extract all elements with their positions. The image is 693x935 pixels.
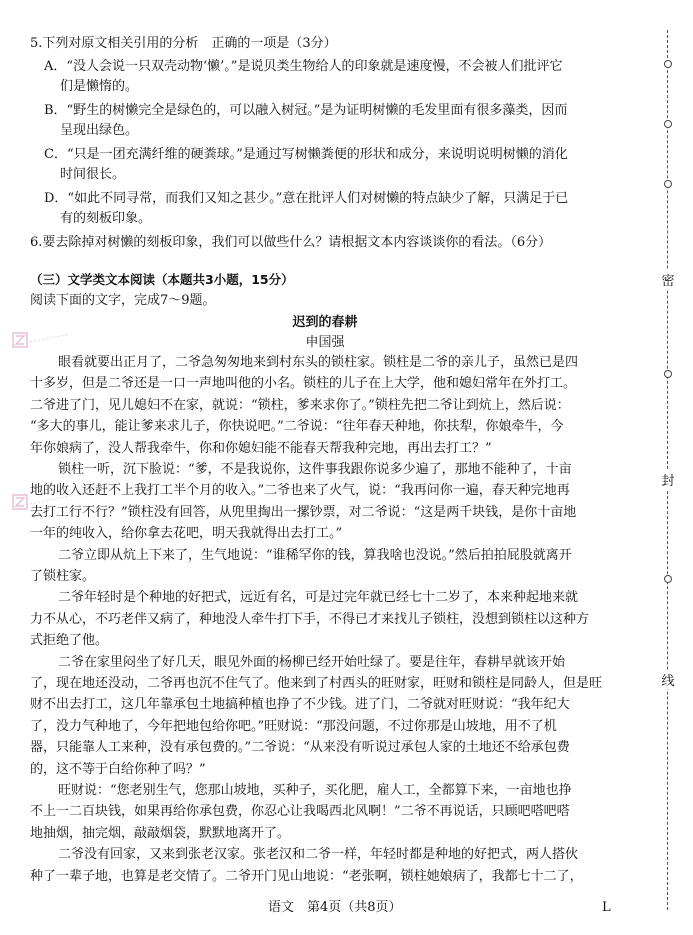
- q5-option-b: B．“野生的树懒完全是绿色的，可以融入树冠。”是为证明树懒的毛发里面有很多藻类，因而: [44, 103, 568, 118]
- q5-option-d-cont: 有的刻板印象。: [60, 211, 152, 226]
- seal-circle-icon: [664, 60, 672, 68]
- seal-circle-icon: [664, 370, 672, 378]
- section-instruction: 阅读下面的文字，完成7～9题。: [30, 293, 216, 308]
- q5-option-b-cont: 呈现出绿色。: [60, 123, 139, 138]
- seal-line-band: [648, 30, 688, 910]
- passage-line: 的，这不等于白给你种了吗？”: [30, 761, 206, 777]
- seal-circle-icon: [664, 180, 672, 188]
- passage-line: 器，只能靠人工来种，没有承包费的。”二爷说：“从来没有听说过承包人家的土地还不给承包费: [30, 740, 570, 756]
- seal-circle-icon: [664, 575, 672, 583]
- passage-line: 种了一辈子地，也算是老交情了。二爷开门见山地说：“老张啊，锁柱她娘病了，我都七十二了，: [30, 868, 583, 884]
- passage-line: 年你娘病了，没人帮我牵牛，你和你媳妇能不能春天帮我种完地，再出去打工？”: [30, 440, 492, 456]
- q5-option-a: A．“没人会说一只双壳动物‘懒’。”是说贝类生物给人的印象就是速度慢，不会被人们批评它: [44, 59, 563, 74]
- passage-line: 二爷在家里闷坐了好几天，眼见外面的杨柳已经开始吐绿了。要是往年，春耕早就该开始: [58, 654, 566, 670]
- passage-line: 眼看就要出正月了，二爷急匆匆地来到村东头的锁柱家。锁柱是二爷的亲儿子，虽然已是四: [58, 355, 579, 370]
- passage-line: 了锁柱家。: [30, 569, 96, 584]
- seal-char-mi: 密: [658, 270, 678, 289]
- q5-option-d: D．“如此不同寻常，而我们又知之甚少。”意在批评人们对树懒的特点缺少了解，只满足于已: [44, 191, 569, 206]
- watermark-logo-icon: [12, 492, 72, 514]
- passage-line: 锁柱一听，沉下脸说：“爹，不是我说你，这件事我跟你说多少遍了，那地不能种了，十亩: [58, 462, 572, 477]
- q6-stem: 6.要去除掉对树懒的刻板印象，我们可以做些什么？请根据文本内容谈谈你的看法。（6分）: [30, 235, 552, 250]
- passage-author: 申国强: [305, 335, 345, 350]
- passage-line: 了，没力气种地了，今年把地包给你吧。”旺财说：“那没问题，不过你那是山坡地，用不了机: [30, 718, 557, 734]
- passage-line: 财不出去打工，这几年靠承包土地搞种植也挣了不少钱。进了门，二爷就对旺财说：“我年纪大: [30, 697, 570, 713]
- passage-line: 力不从心，不巧老伴又病了，种地没人牵牛打下手，不得已才来找儿子锁柱，没想到锁柱以这种方: [30, 611, 590, 627]
- watermark-logo-icon: [12, 330, 72, 352]
- footer-version-mark: L: [602, 900, 611, 915]
- passage-line: 旺财说：“您老别生气，您那山坡地，买种子，买化肥，雇人工，全都算下来，一亩地也挣: [58, 783, 572, 798]
- section-heading: （三）文学类文本阅读（本题共3小题，15分）: [30, 272, 294, 287]
- passage-line: 二爷年轻时是个种地的好把式，远近有名，可是过完年就已经七十二岁了，本来种起地来就: [58, 590, 579, 606]
- passage-line: 二爷立即从炕上下来了，生气地说：“谁稀罕你的钱，算我啥也没说。”然后拍拍屁股就离开: [58, 547, 572, 563]
- q5-stem: 5.下列对原文相关引用的分析 正确的一项是（3分）: [30, 36, 337, 51]
- exam-page: [30, 30, 620, 915]
- passage-line: 了，现在地还没动，二爷再也沉不住气了。他来到了村西头的旺财家，旺财和锁柱是同龄人，但是旺: [30, 676, 603, 691]
- passage-line: “多大的事儿，能让爹来求儿子，你快说吧。”二爷说：“往年春天种地，你扶犁，你娘牵牛，今: [30, 419, 564, 435]
- footer-page-info: 语文 第4页（共8页）: [268, 900, 402, 915]
- passage-line: 不上一二百块钱，如果再给你承包费，你忍心让我喝西北风啊！”二爷不再说话，只顾吧嗒吧嗒: [30, 804, 570, 820]
- passage-line: 二爷进了门，见儿媳妇不在家，就说：“锁柱，爹来求你了。”锁柱先把二爷让到炕上，然后说：: [30, 397, 570, 413]
- passage-line: 二爷没有回家，又来到张老汉家。张老汉和二爷一样，年轻时都是种地的好把式，两人搭伙: [58, 847, 579, 863]
- q5-option-c: C．“只是一团充满纤维的硬粪球。”是通过写树懒粪便的形状和成分，来说明说明树懒的消化: [44, 147, 568, 162]
- passage-line: 十多岁，但是二爷还是一口一声地叫他的小名。锁柱的儿子在上大学，他和媳妇常年在外打工。: [30, 376, 577, 392]
- seal-char-xian: 线: [658, 670, 678, 689]
- passage-line: 去打工行不行？”锁柱没有回答，从兜里掏出一摞钞票，对二爷说：“这是两千块钱，是你十亩地: [30, 504, 577, 520]
- passage-title: 迟到的春耕: [292, 315, 358, 330]
- q5-option-a-cont: 们是懒惰的。: [60, 79, 139, 94]
- seal-char-feng: 封: [658, 470, 678, 489]
- passage-line: 一年的纯收入，给你拿去花吧，明天我就得出去打工。”: [30, 526, 343, 542]
- passage-line: 地的收入还赶不上我打工半个月的收入。”二爷也来了火气，说：“我再问你一遍，春天种完地再: [30, 483, 570, 499]
- seal-circle-icon: [664, 120, 672, 128]
- passage-line: 式拒绝了他。: [30, 633, 109, 649]
- q5-option-c-cont: 时间很长。: [60, 167, 126, 182]
- passage-line: 地抽烟，抽完烟，敲敲烟袋，默默地离开了。: [30, 825, 291, 841]
